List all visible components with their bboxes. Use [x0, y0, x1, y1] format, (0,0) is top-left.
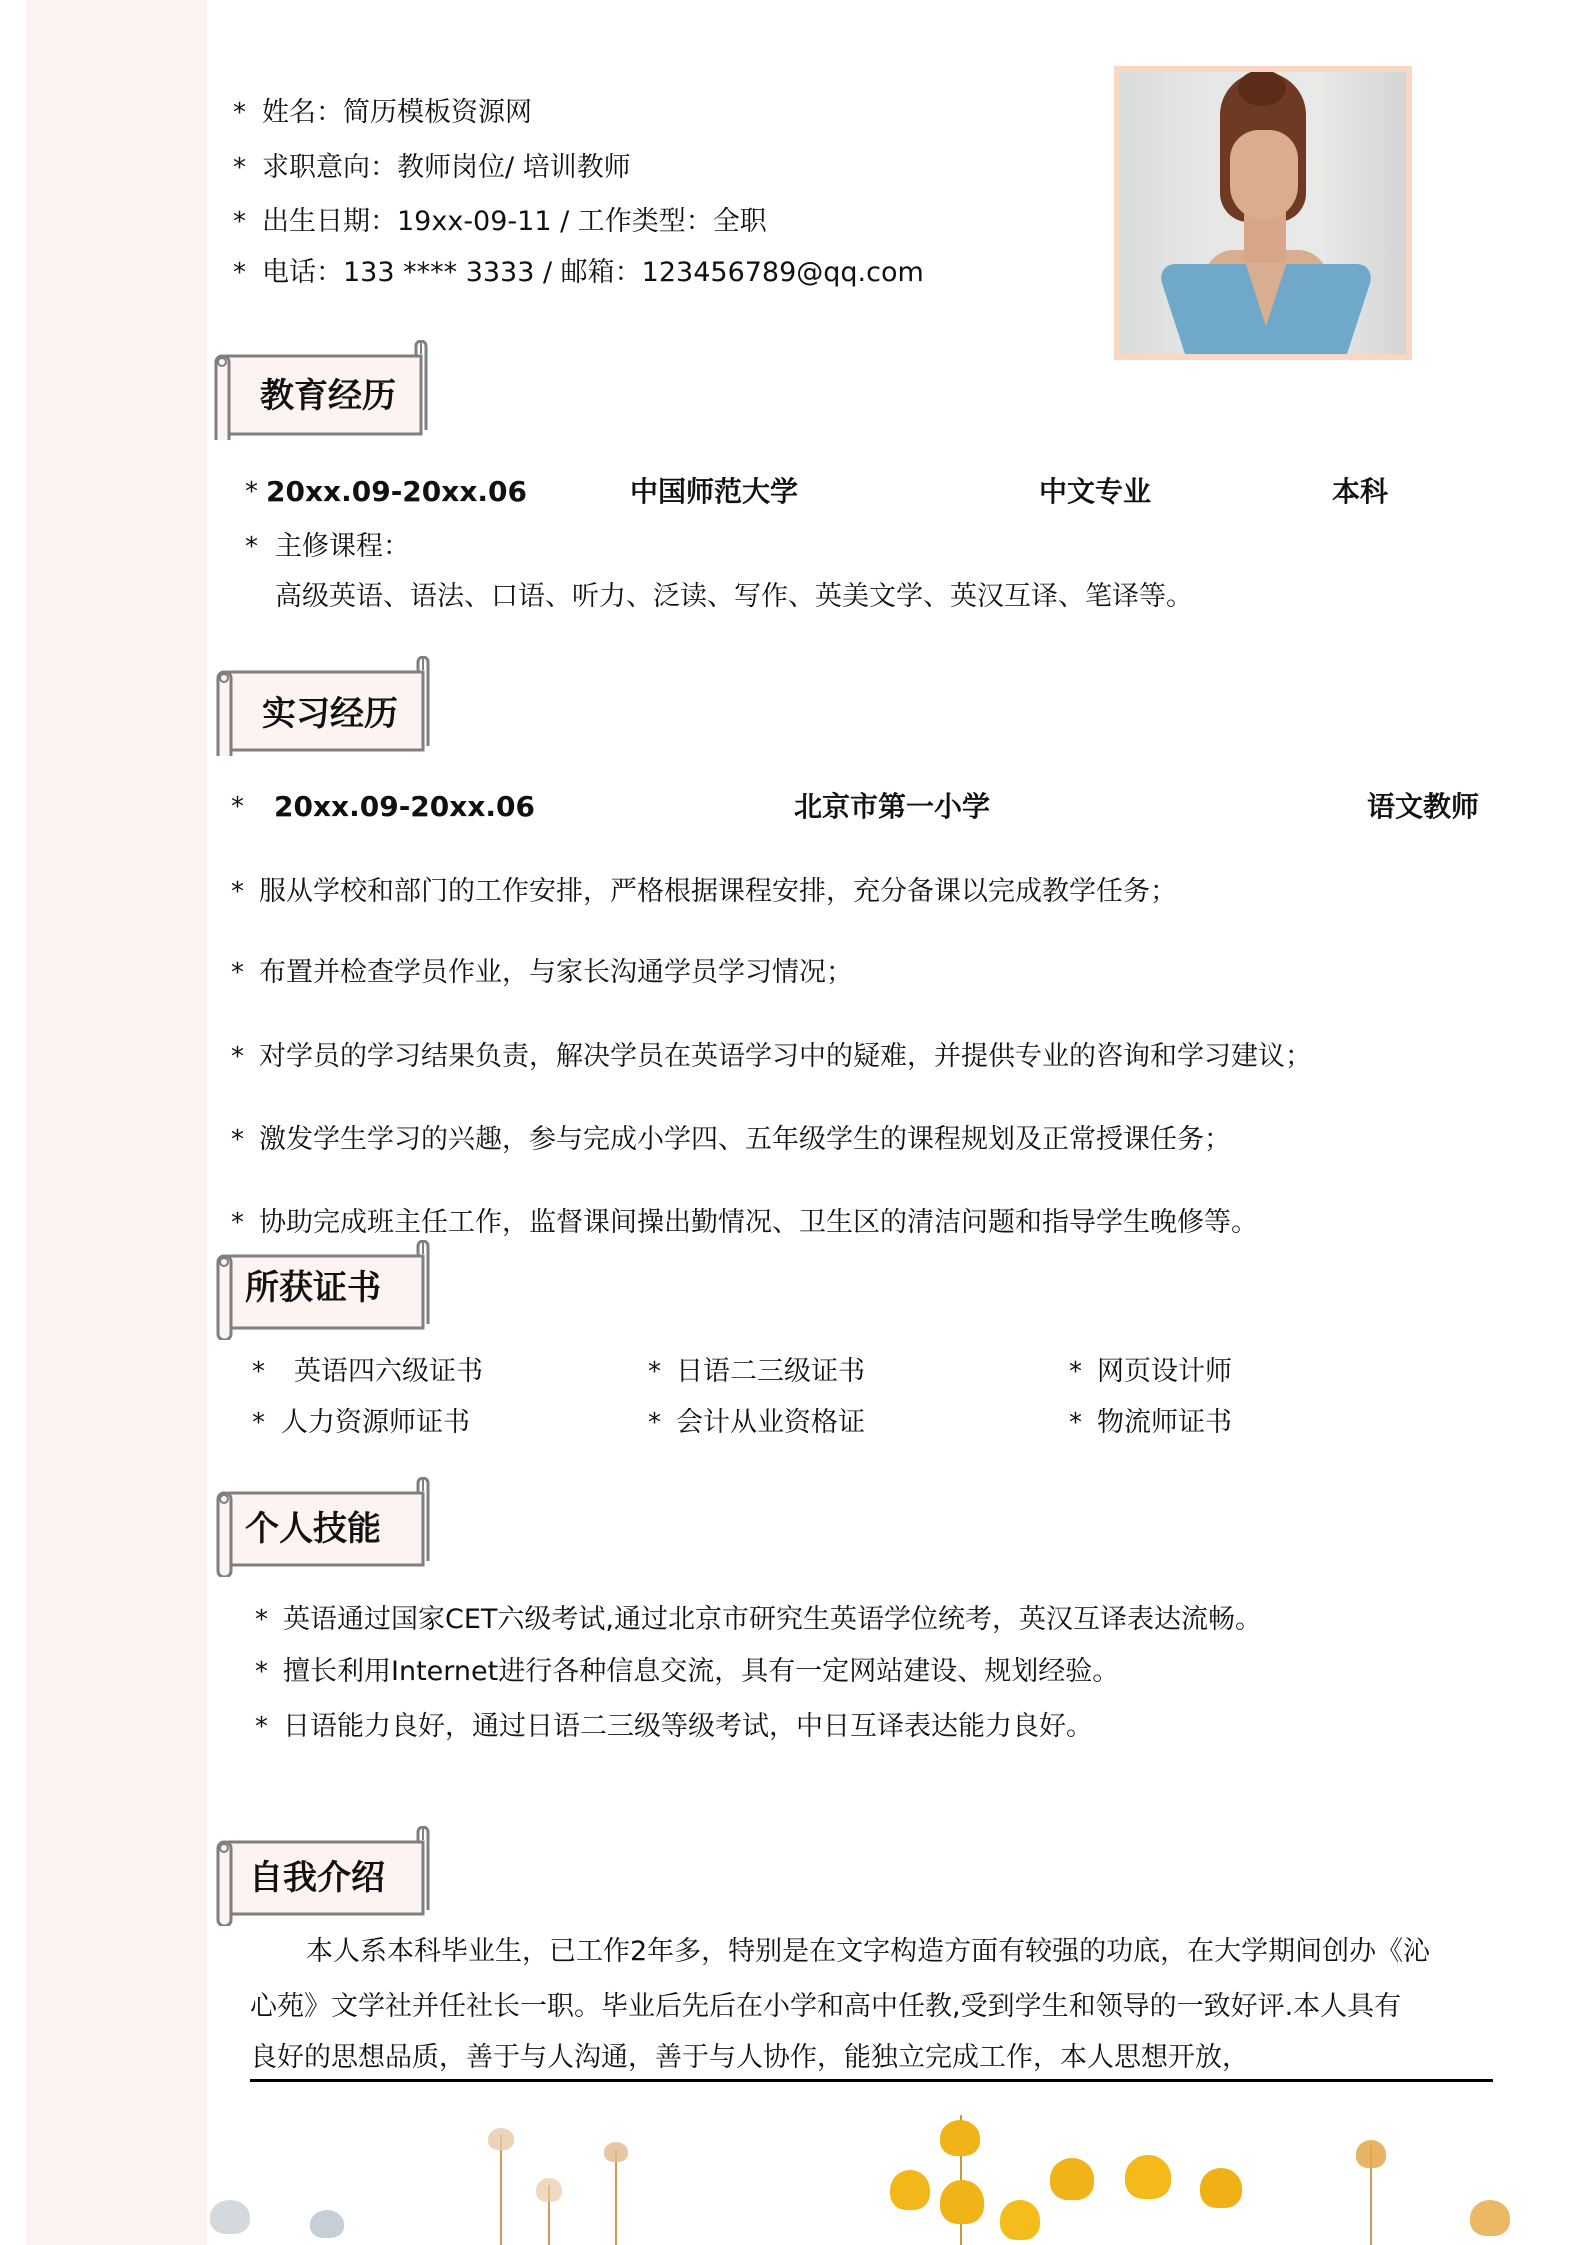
bullet-icon: *	[255, 1712, 268, 1742]
decorative-side-strip	[26, 0, 207, 2245]
certificate-item: 会计从业资格证	[676, 1407, 865, 1438]
bullet-icon: *	[1069, 1408, 1082, 1438]
bullet-icon: *	[648, 1408, 661, 1438]
bullet-icon: *	[233, 153, 246, 183]
courses-list: 高级英语、语法、口语、听力、泛读、写作、英美文学、英汉互译、笔译等。	[275, 581, 1193, 612]
education-degree: 本科	[1332, 475, 1389, 508]
bullet-icon: *	[231, 792, 244, 822]
portrait-photo-frame	[1114, 66, 1412, 360]
bullet-icon: *	[231, 1042, 244, 1072]
info-birth-worktype: * 出生日期：19xx-09-11 / 工作类型：全职	[233, 206, 767, 237]
internship-duty: 服从学校和部门的工作安排，严格根据课程安排，充分备课以完成教学任务；	[259, 876, 1177, 907]
bullet-icon: *	[233, 207, 246, 237]
bullet-icon: *	[231, 1208, 244, 1238]
certificate-item: 日语二三级证书	[676, 1356, 865, 1387]
bullet-icon: *	[252, 1357, 265, 1387]
info-name: * 姓名：简历模板资源网	[233, 97, 532, 128]
certificate-item: 英语四六级证书	[294, 1356, 483, 1387]
bullet-icon: *	[233, 258, 246, 288]
internship-position: 语文教师	[1367, 790, 1480, 823]
info-job-intention: * 求职意向：教师岗位/ 培训教师	[233, 152, 631, 183]
info-contact: * 电话：133 **** 3333 / 邮箱：123456789@qq.com	[233, 257, 924, 288]
education-school: 中国师范大学	[630, 475, 799, 508]
bullet-icon: *	[252, 1408, 265, 1438]
internship-duty: 激发学生学习的兴趣，参与完成小学四、五年级学生的课程规划及正常授课任务；	[259, 1124, 1231, 1155]
bullet-icon: *	[233, 98, 246, 128]
bullet-icon: *	[255, 1605, 268, 1635]
bullet-icon: *	[648, 1357, 661, 1387]
section-heading-skills: 个人技能	[215, 1477, 431, 1563]
bullet-icon: *	[231, 958, 244, 988]
bullet-icon: *	[245, 532, 258, 562]
section-heading-self-intro: 自我介绍	[215, 1826, 431, 1912]
education-period: 20xx.09-20xx.06	[266, 475, 527, 508]
divider-line	[250, 2079, 1493, 2082]
bullet-icon: *	[255, 1657, 268, 1687]
internship-period: 20xx.09-20xx.06	[274, 790, 535, 823]
internship-duty: 布置并检查学员作业，与家长沟通学员学习情况；	[259, 957, 853, 988]
bullet-icon: *	[245, 477, 258, 507]
internship-duty: 协助完成班主任工作，监督课间操出勤情况、卫生区的清洁问题和指导学生晚修等。	[259, 1207, 1258, 1238]
courses-label: 主修课程：	[275, 531, 410, 562]
skill-item: 英语通过国家CET六级考试,通过北京市研究生英语学位统考，英汉互译表达流畅。	[283, 1604, 1262, 1635]
bullet-icon: *	[231, 877, 244, 907]
section-heading-education: 教育经历	[213, 340, 429, 426]
education-major: 中文专业	[1039, 475, 1152, 508]
certificate-item: 物流师证书	[1097, 1407, 1232, 1438]
portrait-photo	[1120, 72, 1406, 354]
self-intro-line: 良好的思想品质，善于与人沟通，善于与人协作，能独立完成工作，本人思想开放，	[250, 2042, 1249, 2073]
self-intro-line: 心苑》文学社并任社长一职。毕业后先后在小学和高中任教,受到学生和领导的一致好评.本人具有	[250, 1991, 1402, 2022]
section-heading-internship: 实习经历	[215, 656, 431, 742]
bullet-icon: *	[1069, 1357, 1082, 1387]
flower-decoration	[170, 2100, 1587, 2245]
section-heading-certificates: 所获证书	[215, 1240, 431, 1326]
self-intro-line: 本人系本科毕业生，已工作2年多，特别是在文字构造方面有较强的功底，在大学期间创办《沁	[306, 1936, 1431, 1967]
certificate-item: 人力资源师证书	[281, 1407, 470, 1438]
certificate-item: 网页设计师	[1097, 1356, 1232, 1387]
internship-organization: 北京市第一小学	[794, 790, 991, 823]
bullet-icon: *	[231, 1125, 244, 1155]
skill-item: 擅长利用Internet进行各种信息交流，具有一定网站建设、规划经验。	[283, 1656, 1120, 1687]
internship-duty: 对学员的学习结果负责，解决学员在英语学习中的疑难，并提供专业的咨询和学习建议；	[259, 1041, 1312, 1072]
skill-item: 日语能力良好，通过日语二三级等级考试，中日互译表达能力良好。	[283, 1711, 1093, 1742]
